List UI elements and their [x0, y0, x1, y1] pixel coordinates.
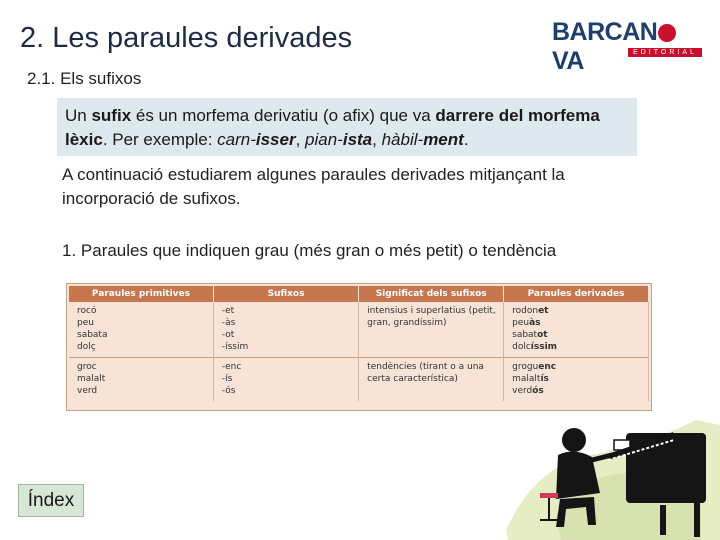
definition-text: és un morfema derivatiu (o afix) que va — [131, 106, 436, 125]
definition-emphasis: darrere del morfema lèxic — [65, 106, 600, 149]
definition-box — [57, 98, 637, 156]
suffix-item: -et — [221, 306, 235, 316]
suffix-item: -enc — [221, 362, 242, 372]
logo-subtitle: EDITORIAL — [628, 48, 702, 57]
derived-root: dolc — [512, 342, 531, 352]
derived-suffix: ot — [537, 330, 548, 340]
derived-root: sabat — [512, 330, 538, 340]
suffix-item: -às — [221, 318, 236, 328]
definition-text: . Per exemple: — [102, 130, 218, 149]
primitive-word: malalt — [77, 374, 106, 384]
logo-wordmark: BARCANVA — [552, 18, 702, 76]
barcanova-logo — [552, 18, 702, 75]
index-button[interactable]: Índex — [18, 484, 84, 517]
derived-root: grogu — [512, 362, 539, 372]
derived-suffix: enc — [538, 362, 557, 372]
suffix-item: -ís — [221, 374, 233, 384]
page-title: 2. Les paraules derivades — [20, 22, 353, 54]
globe-icon — [658, 24, 676, 42]
derived-word — [512, 317, 642, 329]
suffix-table — [69, 286, 649, 401]
column-header: Paraules primitives — [69, 286, 213, 302]
derived-cell — [504, 302, 649, 358]
derived-word — [512, 341, 642, 353]
suffix-item: -ós — [221, 386, 236, 396]
section-subtitle: 2.1. Els sufixos — [27, 69, 142, 88]
table-header-row — [69, 286, 649, 302]
example-root: pian- — [305, 130, 343, 149]
suffix-item: -ot — [221, 330, 235, 340]
definition-text: Un — [65, 106, 92, 125]
meaning-cell — [359, 302, 504, 358]
meaning-text: intensius i superlatius (petit, gran, grandíssim) — [367, 306, 496, 328]
suffixes-cell — [213, 358, 358, 402]
derived-suffix: ós — [532, 386, 544, 396]
derived-word — [512, 361, 642, 373]
pianist-illustration — [496, 395, 720, 540]
derived-suffix: às — [529, 318, 541, 328]
definition-text: , — [295, 130, 306, 149]
derived-word — [512, 305, 642, 317]
example-suffix: ista — [342, 130, 373, 149]
derived-root: verd — [512, 386, 533, 396]
example-suffix: isser — [255, 130, 296, 149]
meaning-cell — [359, 358, 504, 402]
derived-word — [512, 373, 642, 385]
derived-word — [512, 329, 642, 341]
example-root: hàbil- — [381, 130, 424, 149]
column-header: Sufixos — [213, 286, 358, 302]
derived-root: rodon — [512, 306, 539, 316]
intro-paragraph: A continuació estudiarem algunes paraules derivades mitjançant la incorporació de sufixos. — [62, 165, 565, 208]
primitive-word: dolç — [77, 342, 96, 352]
example-suffix: ment — [423, 130, 464, 149]
list-heading: 1. Paraules que indiquen grau (més gran o més petit) o tendència — [62, 241, 557, 260]
derived-suffix: ís — [540, 374, 549, 384]
definition-text: , — [372, 130, 382, 149]
suffixes-cell — [213, 302, 358, 358]
primitives-cell — [69, 358, 213, 402]
primitive-word: rocó — [77, 306, 97, 316]
column-header: Significat dels sufixos — [359, 286, 504, 302]
primitive-word: verd — [77, 386, 98, 396]
derived-root: peu — [512, 318, 530, 328]
derived-root: malalt — [512, 374, 541, 384]
derived-suffix: íssim — [530, 342, 558, 352]
definition-text: . — [463, 130, 469, 149]
primitives-cell — [69, 302, 213, 358]
derived-suffix: et — [538, 306, 549, 316]
example-root: carn- — [217, 130, 256, 149]
primitive-word: sabata — [77, 330, 108, 340]
suffix-table-figure — [66, 283, 652, 411]
primitive-word: peu — [77, 318, 94, 328]
suffix-item: -íssim — [221, 342, 249, 352]
meaning-text: tendències (tirant o a una certa característica) — [367, 362, 484, 384]
primitive-word: groc — [77, 362, 97, 372]
table-row — [69, 302, 649, 358]
definition-term: sufix — [91, 106, 132, 125]
column-header: Paraules derivades — [504, 286, 649, 302]
